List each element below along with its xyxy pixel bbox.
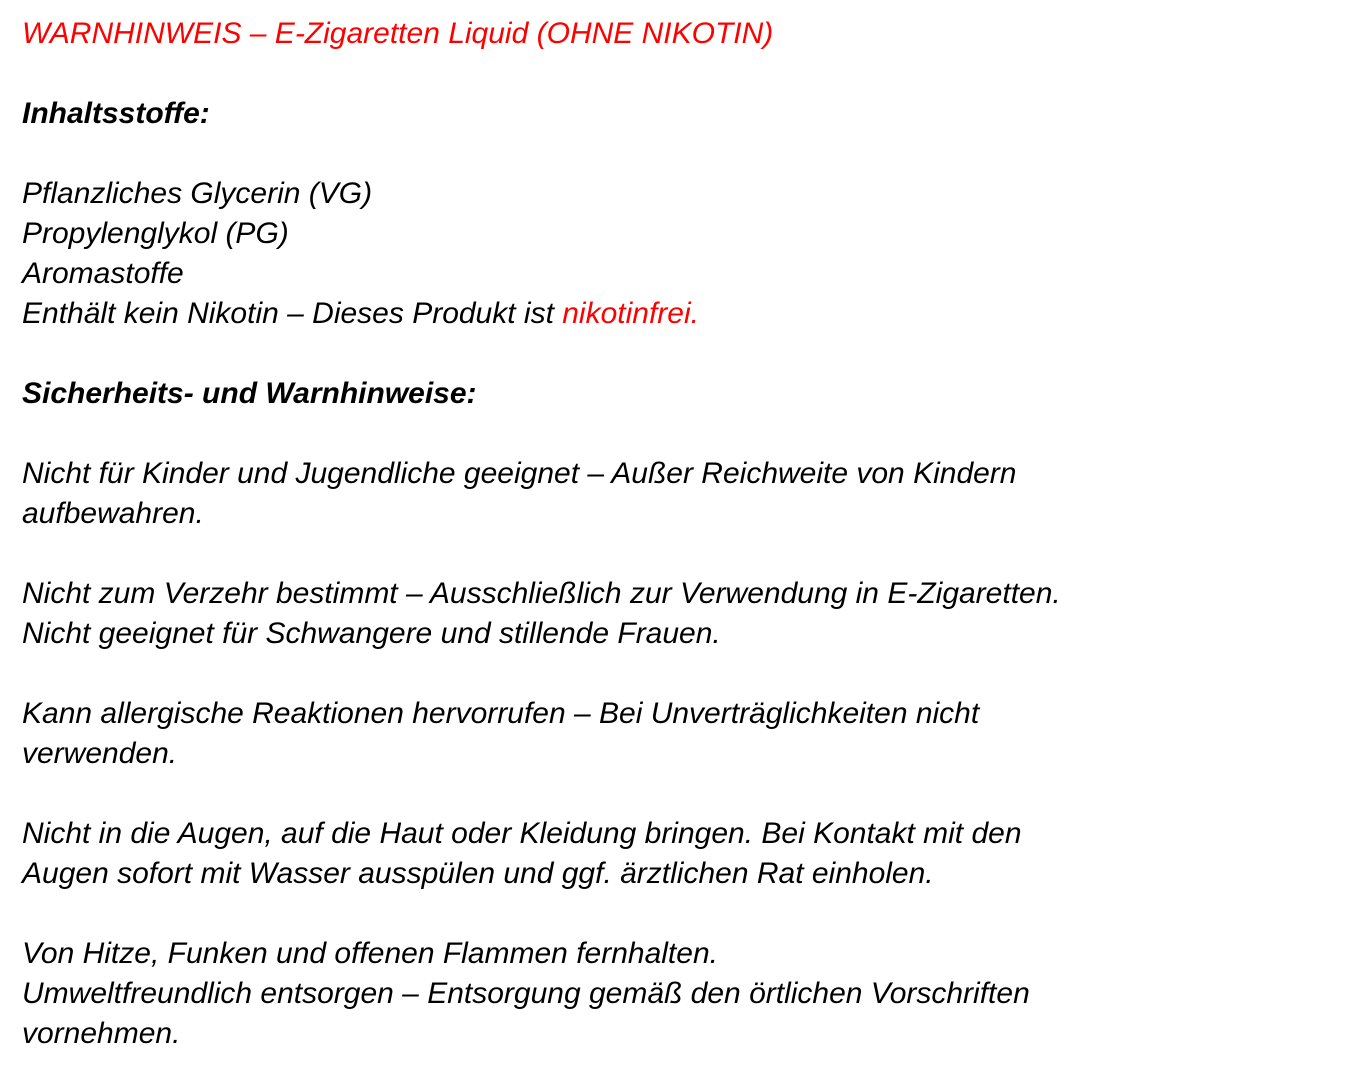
safety-paragraph-line: Nicht geeignet für Schwangere und stillende Frauen. — [22, 617, 721, 650]
spacer — [22, 134, 1330, 174]
ingredient-item: Pflanzliches Glycerin (VG) — [22, 177, 373, 210]
nicotine-note-prefix: Enthält kein Nikotin – Dieses Produkt ist — [22, 297, 563, 330]
nicotine-free-highlight: nikotinfrei. — [562, 297, 699, 330]
safety-paragraph-line: Kann allergische Reaktionen hervorrufen – Bei Unverträglichkeiten nicht — [22, 697, 980, 730]
safety-paragraph-line: Von Hitze, Funken und offenen Flammen fernhalten. — [22, 937, 718, 970]
safety-paragraph-line: verwenden. — [22, 737, 178, 770]
safety-paragraph-line: vornehmen. — [22, 1017, 181, 1050]
safety-paragraph-line: Nicht zum Verzehr bestimmt – Ausschließlich zur Verwendung in E-Zigaretten. — [22, 577, 1061, 610]
spacer — [22, 414, 1330, 454]
spacer — [22, 334, 1330, 374]
spacer — [22, 534, 1330, 574]
safety-heading: Sicherheits- und Warnhinweise: — [22, 377, 477, 410]
safety-paragraph-line: Nicht in die Augen, auf die Haut oder Kleidung bringen. Bei Kontakt mit den — [22, 817, 1022, 850]
nicotine-note — [22, 294, 1330, 334]
spacer — [22, 654, 1330, 694]
spacer — [22, 894, 1330, 934]
ingredient-item: Propylenglykol (PG) — [22, 217, 289, 250]
ingredient-item: Aromastoffe — [22, 257, 184, 290]
safety-paragraph-line: Nicht für Kinder und Jugendliche geeignet – Außer Reichweite von Kindern — [22, 457, 1017, 490]
safety-paragraph-line: Umweltfreundlich entsorgen – Entsorgung gemäß den örtlichen Vorschriften — [22, 977, 1030, 1010]
document-title: WARNHINWEIS – E-Zigaretten Liquid (OHNE NIKOTIN) — [22, 17, 774, 50]
spacer — [22, 774, 1330, 814]
safety-paragraph-line: Augen sofort mit Wasser ausspülen und ggf. ärztlichen Rat einholen. — [22, 857, 934, 890]
spacer — [22, 54, 1330, 94]
ingredients-heading: Inhaltsstoffe: — [22, 97, 210, 130]
safety-paragraph-line: aufbewahren. — [22, 497, 204, 530]
